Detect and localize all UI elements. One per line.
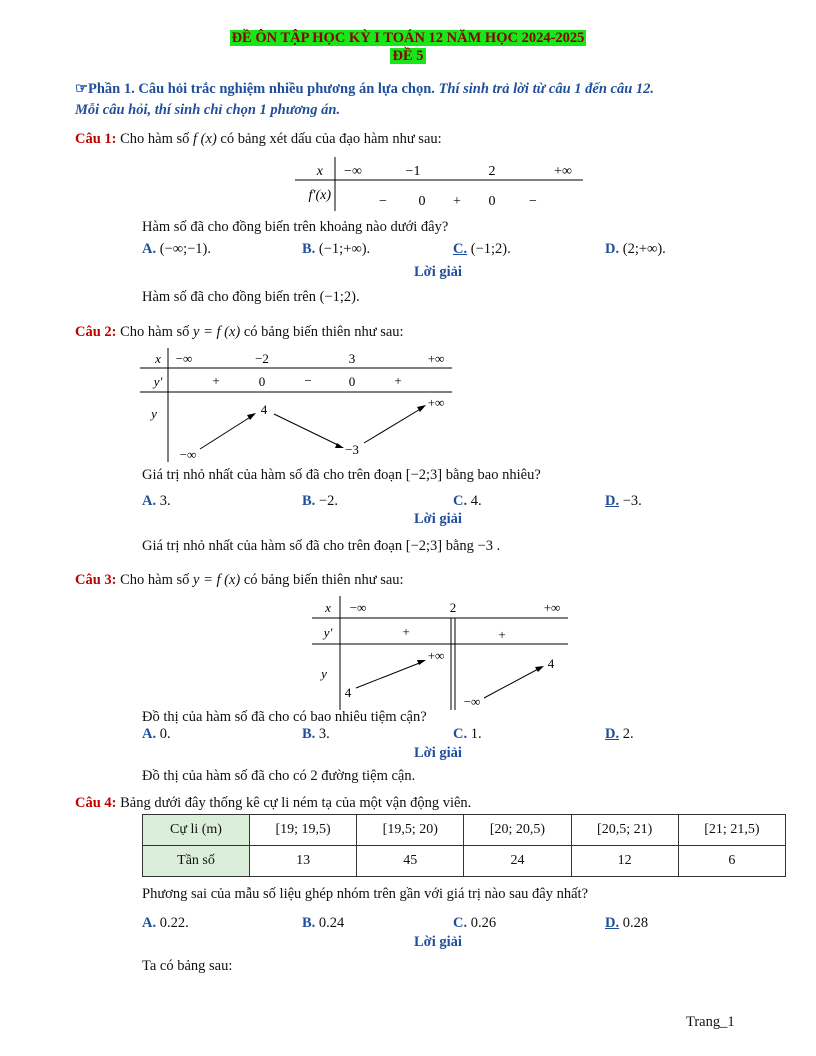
q3-option-b[interactable]: B. 3.: [302, 726, 330, 742]
q2-option-b[interactable]: B. −2.: [302, 493, 338, 509]
svg-text:+: +: [402, 624, 410, 639]
q2-option-c[interactable]: C. 4.: [453, 493, 482, 509]
q1-option-c[interactable]: C. (−1;2).: [453, 241, 511, 257]
q1-option-d[interactable]: D. (2;+∞).: [605, 241, 666, 257]
q3-option-d[interactable]: D. 2.: [605, 726, 634, 742]
question-3-text: Đồ thị của hàm số đã cho có bao nhiêu tiệm cận?: [142, 709, 427, 725]
svg-text:y′: y′: [153, 374, 163, 389]
q1-option-a[interactable]: A. (−∞;−1).: [142, 241, 211, 257]
page-number: Trang_1: [686, 1014, 735, 1030]
svg-text:−: −: [529, 194, 537, 209]
svg-text:0: 0: [348, 374, 356, 389]
svg-text:0: 0: [418, 194, 426, 209]
q3-solution: Đồ thị của hàm số đã cho có 2 đường tiệm cận.: [142, 768, 416, 784]
q2-option-a[interactable]: A. 3.: [142, 493, 171, 509]
table-row: Tần số 13 45 24 12 6: [143, 846, 786, 877]
svg-text:−∞: −∞: [344, 164, 362, 179]
svg-text:+∞: +∞: [543, 600, 561, 615]
question-4-text: Phương sai của mẫu số liệu ghép nhóm trên gần với giá trị nào sau đây nhất?: [142, 886, 589, 902]
variation-table-q3: [312, 594, 570, 712]
svg-text:−∞: −∞: [179, 447, 197, 462]
fprime-header: f′(x): [308, 188, 331, 203]
svg-text:+: +: [394, 373, 402, 388]
svg-text:y: y: [321, 666, 327, 681]
svg-text:y′: y′: [323, 625, 333, 640]
q4-solution-title: Lời giải: [414, 934, 462, 950]
svg-text:−1: −1: [405, 164, 421, 179]
q4-option-b[interactable]: B. 0.24: [302, 915, 345, 931]
q1-option-b[interactable]: B. (−1;+∞).: [302, 241, 371, 257]
svg-text:+∞: +∞: [427, 395, 445, 410]
question-1-text: Hàm số đã cho đồng biến trên khoảng nào dưới đây?: [142, 219, 449, 235]
q4-option-a[interactable]: A. 0.22.: [142, 915, 189, 931]
svg-text:4: 4: [260, 402, 268, 417]
question-1-stem: Câu 1: Cho hàm số f (x) có bảng xét dấu của đạo hàm như sau:: [75, 131, 442, 147]
exam-number: ĐỀ 5: [392, 48, 424, 64]
q2-solution: Giá trị nhỏ nhất của hàm số đã cho trên đoạn [−2;3] bằng −3 .: [142, 538, 501, 554]
exam-title: ĐỀ ÔN TẬP HỌC KỲ I TOÁN 12 NĂM HỌC 2024-2025: [231, 30, 585, 46]
frequency-table: [142, 814, 786, 877]
question-3-stem: Câu 3: Cho hàm số y = f (x) có bảng biến thiên như sau:: [75, 572, 404, 588]
variation-table-q2: [140, 346, 455, 464]
svg-text:−∞: −∞: [349, 600, 367, 615]
question-4-stem: Câu 4: Bảng dưới đây thống kê cự li ném tạ của một vận động viên.: [75, 795, 472, 811]
svg-text:+∞: +∞: [427, 648, 445, 663]
svg-text:4: 4: [344, 685, 352, 700]
svg-text:−: −: [304, 373, 312, 388]
part-heading: ☞Phần 1. Câu hỏi trắc nghiệm nhiều phương án lựa chọn. Thí sinh trả lời từ câu 1 đến câu 12. Mỗi câu hỏi, thí sinh chỉ chọn 1 phương án.: [75, 81, 655, 118]
question-2-stem: Câu 2: Cho hàm số y = f (x) có bảng biến thiên như sau:: [75, 324, 404, 340]
svg-text:−3: −3: [345, 442, 359, 457]
svg-text:+∞: +∞: [427, 351, 445, 366]
hand-icon: ☞: [75, 81, 88, 97]
svg-text:−∞: −∞: [463, 694, 481, 709]
svg-text:−: −: [379, 194, 387, 209]
question-2-text: Giá trị nhỏ nhất của hàm số đã cho trên đoạn [−2;3] bằng bao nhiêu?: [142, 467, 541, 483]
x-header: x: [316, 164, 323, 179]
svg-text:3: 3: [348, 351, 356, 366]
sign-table-q1: [295, 155, 585, 213]
q3-option-c[interactable]: C. 1.: [453, 726, 482, 742]
svg-text:2: 2: [488, 164, 496, 179]
svg-text:0: 0: [488, 194, 496, 209]
svg-text:4: 4: [547, 656, 555, 671]
q2-option-d[interactable]: D. −3.: [605, 493, 642, 509]
svg-text:+: +: [212, 373, 220, 388]
svg-text:2: 2: [449, 600, 457, 615]
q1-solution: Hàm số đã cho đồng biến trên (−1;2).: [142, 289, 360, 305]
svg-text:−2: −2: [255, 351, 269, 366]
svg-text:−∞: −∞: [175, 351, 193, 366]
q4-solution: Ta có bảng sau:: [142, 958, 233, 974]
q4-option-c[interactable]: C. 0.26: [453, 915, 497, 931]
svg-text:+: +: [498, 627, 506, 642]
q3-solution-title: Lời giải: [414, 745, 462, 761]
q2-solution-title: Lời giải: [414, 511, 462, 527]
svg-text:y: y: [151, 406, 157, 421]
svg-text:+∞: +∞: [554, 164, 572, 179]
table-row: Cự li (m) [19; 19,5) [19,5; 20) [20; 20,5) [20,5; 21) [21; 21,5): [143, 815, 786, 846]
q4-option-d[interactable]: D. 0.28: [605, 915, 649, 931]
svg-text:x: x: [325, 600, 331, 615]
svg-text:+: +: [453, 194, 461, 209]
svg-text:0: 0: [258, 374, 266, 389]
q3-option-a[interactable]: A. 0.: [142, 726, 171, 742]
q1-solution-title: Lời giải: [414, 264, 462, 280]
svg-text:x: x: [155, 351, 161, 366]
